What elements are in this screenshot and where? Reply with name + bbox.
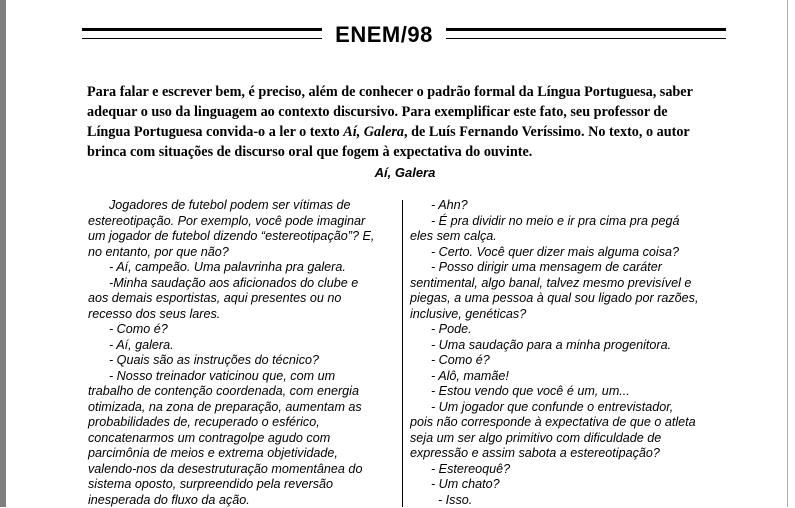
right-line: sentimental, algo banal, talvez mesmo previsível e <box>410 276 730 292</box>
left-line: aos demais esportistas, aqui presentes ou no <box>88 291 400 307</box>
left-line: -Minha saudação aos aficionados do clube e <box>88 276 400 292</box>
intro-paragraph <box>87 82 725 162</box>
left-line: estereotipação. Por exemplo, você pode imaginar <box>88 214 400 230</box>
right-line: - Estou vendo que você é um, um... <box>410 384 730 400</box>
right-line: pois não corresponde à expectativa de que o atleta <box>410 415 730 431</box>
page-title: ENEM/98 <box>322 22 446 48</box>
left-line: trabalho de contenção coordenada, com energia <box>88 384 400 400</box>
intro-line-3-end: , de Luís Fernando Veríssimo. No texto, o autor <box>404 124 690 140</box>
right-line: - Posso dirigir uma mensagem de caráter <box>410 260 730 276</box>
intro-line-4: brinca com situações de discurso oral que fogem à expectativa do ouvinte. <box>87 144 532 160</box>
right-line: - Ahn? <box>410 198 730 214</box>
left-line: sistema oposto, surpreendido pela reversão <box>88 477 400 493</box>
left-line: um jogador de futebol dizendo “estereotipação”? E, <box>88 229 400 245</box>
right-line: - Pode. <box>410 322 730 338</box>
story-title: Aí, Galera <box>230 164 580 182</box>
left-line: - Aí, campeão. Uma palavrinha pra galera. <box>88 260 400 276</box>
right-line: expressão e assim sabota a estereotipação? <box>410 446 730 462</box>
right-line: - Um chato? <box>410 477 730 493</box>
left-line: no entanto, por que não? <box>88 245 400 261</box>
left-line: probabilidades de, recuperado o esférico, <box>88 415 400 431</box>
column-divider <box>402 200 403 507</box>
right-line: - Certo. Você quer dizer mais alguma coisa? <box>410 245 730 261</box>
header-rule-right <box>446 28 726 39</box>
left-line: otimizada, na zona de preparação, aumentam as <box>88 400 400 416</box>
left-line: - Como é? <box>88 322 400 338</box>
right-line: - É pra dividir no meio e ir pra cima pra pegá <box>410 214 730 230</box>
right-line: piegas, a uma pessoa à qual sou ligado por razões, <box>410 291 730 307</box>
left-line: - Nosso treinador vaticinou que, com um <box>88 369 400 385</box>
right-line: - Um jogador que confunde o entrevistador, <box>410 400 730 416</box>
left-line: Jogadores de futebol podem ser vítimas de <box>88 198 400 214</box>
right-column <box>410 198 730 508</box>
right-line: inclusive, genéticas? <box>410 307 730 323</box>
intro-line-1: Para falar e escrever bem, é preciso, além de conhecer o padrão formal da Língua Portuguesa, saber <box>87 84 693 100</box>
intro-line-3: Língua Portuguesa convida-o a ler o texto <box>87 124 343 140</box>
left-line: - Aí, galera. <box>88 338 400 354</box>
left-line: inesperada do fluxo da ação. <box>88 493 400 508</box>
right-line: - Estereoquê? <box>410 462 730 478</box>
right-line: eles sem calça. <box>410 229 730 245</box>
left-column <box>88 198 400 508</box>
right-line: - Alô, mamãe! <box>410 369 730 385</box>
left-line: valendo-nos da desestruturação momentânea do <box>88 462 400 478</box>
left-line: parcimônia de meios e extrema objetividade, <box>88 446 400 462</box>
left-line: concatenarmos um contragolpe agudo com <box>88 431 400 447</box>
intro-text-title: Aí, Galera <box>343 124 404 140</box>
left-line: - Quais são as instruções do técnico? <box>88 353 400 369</box>
header-rule-left <box>82 28 322 39</box>
left-page-edge <box>0 0 6 507</box>
left-line: recesso dos seus lares. <box>88 307 400 323</box>
intro-line-2: adequar o uso da linguagem ao contexto discursivo. Para exemplificar este fato, seu professor de <box>87 104 668 120</box>
right-line: - Isso. <box>410 493 730 508</box>
right-line: - Uma saudação para a minha progenitora. <box>410 338 730 354</box>
right-line: seja um ser algo primitivo com dificuldade de <box>410 431 730 447</box>
right-page-edge <box>787 0 788 507</box>
right-line: - Como é? <box>410 353 730 369</box>
